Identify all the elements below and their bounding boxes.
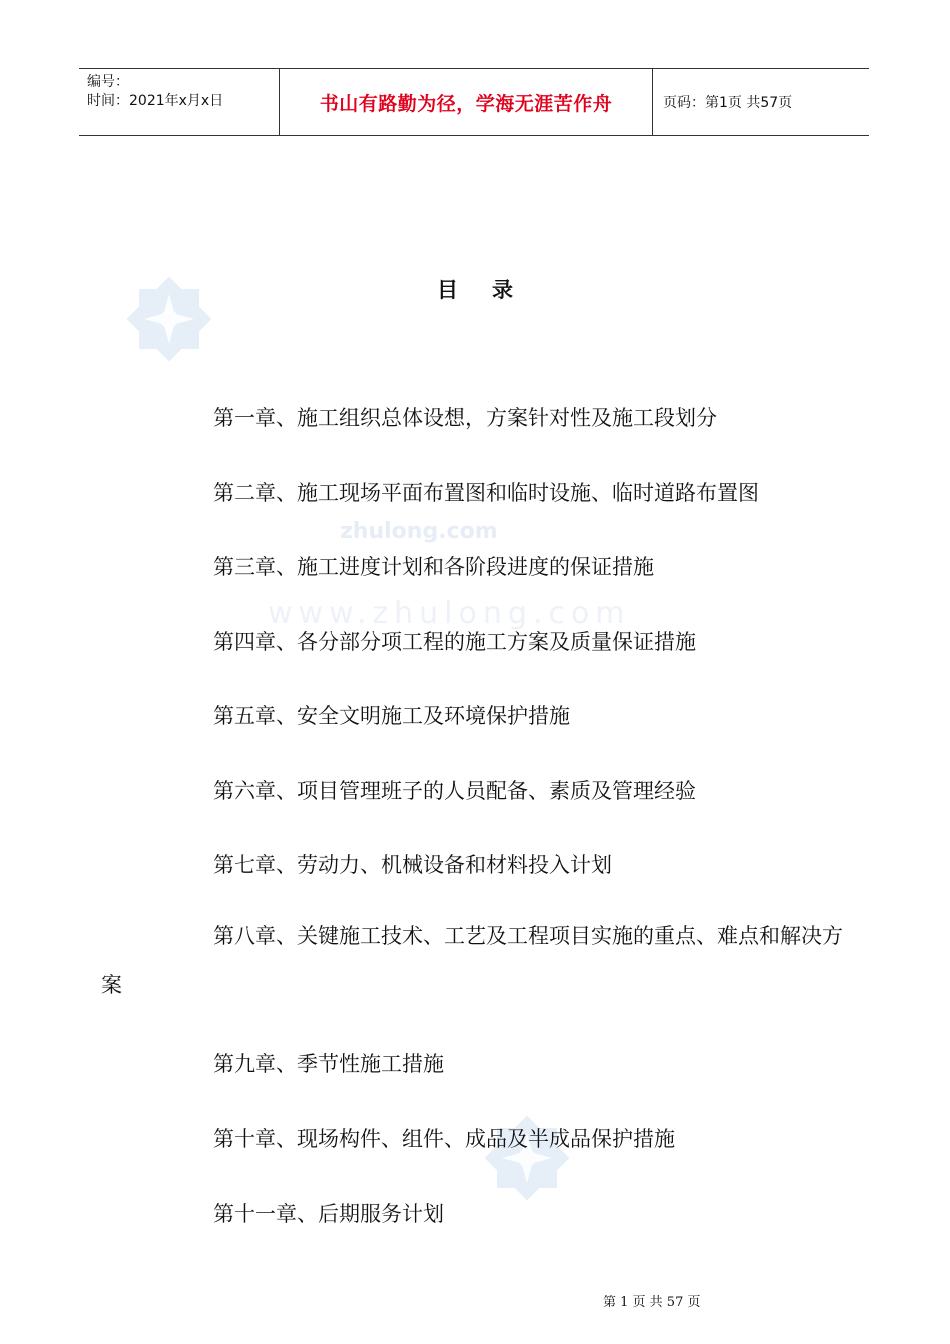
watermark-text: zhulong.com	[340, 519, 498, 544]
document-header	[79, 68, 869, 136]
toc-item: 第十一章、后期服务计划	[213, 1202, 444, 1226]
toc-item: 第一章、施工组织总体设想，方案针对性及施工段划分	[213, 406, 717, 430]
header-page-info: 页码：第1页 共57页	[663, 95, 793, 111]
toc-item: 第五章、安全文明施工及环境保护措施	[213, 704, 570, 728]
serial-label: 编号：	[87, 74, 129, 90]
watermark-text: www.zhulong.com	[268, 596, 631, 631]
toc-item: 第七章、劳动力、机械设备和材料投入计划	[213, 853, 612, 877]
toc-item: 第六章、项目管理班子的人员配备、素质及管理经验	[213, 779, 696, 803]
toc-title: 目录	[437, 277, 547, 302]
watermark-flower-icon	[472, 1103, 582, 1213]
toc-item: 第二章、施工现场平面布置图和临时设施、临时道路布置图	[213, 481, 759, 505]
toc-item: 第八章、关键施工技术、工艺及工程项目实施的重点、难点和解决方案	[101, 924, 843, 997]
date-label: 时间：2021年x月x日	[87, 93, 224, 109]
toc-item: 第三章、施工进度计划和各阶段进度的保证措施	[213, 555, 654, 579]
toc-item: 第十章、现场构件、组件、成品及半成品保护措施	[213, 1127, 675, 1151]
header-motto: 书山有路勤为径，学海无涯苦作舟	[280, 69, 653, 135]
toc-item: 第九章、季节性施工措施	[213, 1052, 444, 1076]
page-footer: 第 1 页 共 57 页	[603, 1295, 701, 1310]
toc-item: 第四章、各分部分项工程的施工方案及质量保证措施	[213, 630, 696, 654]
header-meta-cell	[79, 69, 280, 135]
